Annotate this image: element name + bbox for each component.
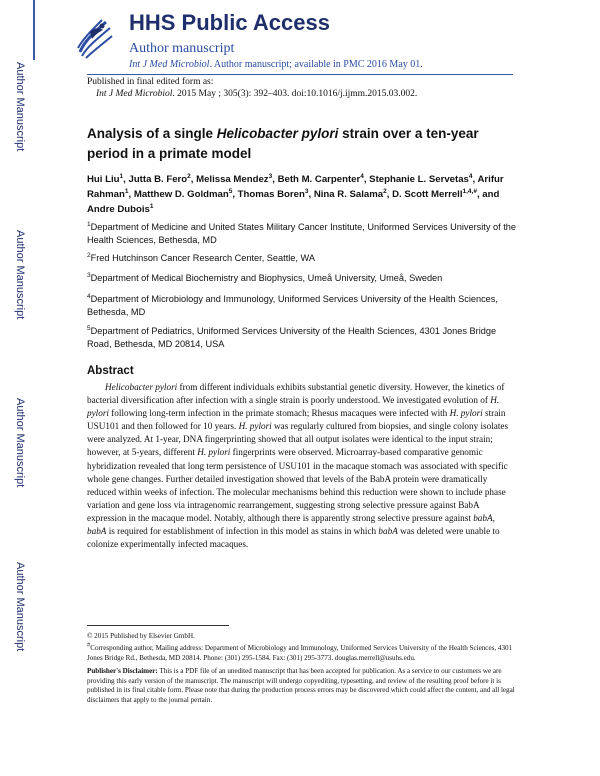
affiliation-2: [87, 252, 517, 265]
author-affiliation-sup: 1: [149, 202, 154, 210]
author-list: Hui Liu$^1$, Jutta B. Fero$^2$, Melissa Mendez$^3$, Beth M. Carpenter$^4$, Stephanie L. Servetas$^4$, Arifur Rahman$^1$, Matthew D. Goldman$^5$, Thomas Boren$^3$, Nina R. Salama$^2$, D. Scott Merrell$^{1,4,\#}$, and Andre Dubois$^1$: [87, 172, 504, 215]
footnote-rule: [87, 625, 229, 626]
author-affiliation-sup: 5: [228, 187, 233, 195]
affiliation-number: 5: [87, 324, 91, 332]
author-affiliation-sup: 1: [124, 187, 129, 195]
affiliation-3: [87, 272, 517, 285]
availability-text: . Author manuscript; available in PMC 2016 May 01.: [209, 59, 423, 70]
author-affiliation-sup: 4: [468, 172, 473, 180]
abstract-text: was regularly cultured from biopsies, and single colony isolates were analyzed. At 1-year, DNA fingerprinting showed that all output isolates were identical to the input strain; however, at 5-years, different: [87, 421, 509, 458]
author-affiliation-sup: 1: [119, 172, 124, 180]
abstract-heading: Abstract: [87, 365, 134, 377]
affiliation-text: Department of Medicine and United States Military Cancer Institute, Uniformed Services University of the Health Sciences, Bethesda, MD: [87, 222, 516, 245]
header-rule: [87, 74, 513, 75]
affiliation-number: 4: [87, 292, 91, 300]
author-affiliation-sup: 2: [383, 187, 387, 195]
side-label-author-manuscript: Author Manuscript: [14, 62, 26, 152]
disclaimer-label: Publisher's Disclaimer:: [87, 667, 158, 675]
disclaimer-text: This is a PDF file of an unedited manuscript that has been accepted for publication. As a service to our customers we are providing this early version of the manuscript. The manuscript will undergo copyediting, typesetting, and review of the resulting proof before it is published in its final citable form. Please note that during the production process errors may be discovered which could affect the content, and all legal disclaimers that apply to the journal pertain.: [87, 667, 515, 704]
publisher-disclaimer: [87, 667, 517, 705]
title-species: Helicobacter pylori: [216, 126, 339, 141]
author-name: Stephanie L. Servetas: [369, 174, 469, 185]
author-name: Andre Dubois: [87, 204, 150, 215]
header-left-rule: [33, 0, 35, 60]
abstract-text: fingerprints were observed. Microarray-based comparative genomic hybridization revealed that long term persistence of USU101 in the macaque stomach was associated with specific whole gene changes. Further detailed investigation showed that levels of the BabA protein were dramatically reduced within weeks of infection. The molecular mechanisms behind this reduction were shown to include phase variation and gene loss via intragenomic rearrangement, suggesting strong selective pressure against BabA expression in the macaque model. Notably, although there is apparently strong selective pressure against: [87, 447, 508, 523]
author-affiliation-sup: 2: [187, 172, 191, 180]
author-and: and: [482, 189, 500, 200]
published-label: Published in final edited form as:: [87, 77, 214, 87]
abstract-body: [87, 381, 513, 551]
affiliation-text: Fred Hutchinson Cancer Research Center, Seattle, WA: [90, 253, 315, 263]
abstract-text: is required for establishment of infection in this model as stains in which: [106, 526, 379, 537]
affiliation-number: 3: [87, 271, 91, 279]
copyright-note: © 2015 Published by Elsevier GmbH.: [87, 632, 195, 640]
corresponding-author-note: [87, 641, 517, 663]
abstract-italic-term: babA: [473, 512, 493, 523]
author-name: Thomas Boren: [237, 189, 305, 200]
affiliation-text: Department of Pediatrics, Uniformed Services University of the Health Sciences, 4301 Jones Bridge Road, Bethesda, MD 20814, USA: [87, 326, 497, 349]
side-label-author-manuscript: Author Manuscript: [14, 562, 26, 652]
affiliation-text: Department of Medical Biochemistry and Biophysics, Umeå University, Umeå, Sweden: [90, 273, 443, 283]
side-label-author-manuscript: Author Manuscript: [14, 230, 26, 320]
author-affiliation-sup: 4: [360, 172, 364, 180]
affiliation-text: Department of Microbiology and Immunology, Uniformed Services University of the Health Sciences, Bethesda, MD: [87, 294, 498, 317]
author-name: Nina R. Salama: [313, 189, 384, 200]
author-name: Melissa Mendez: [196, 174, 269, 185]
hhs-eagle-logo-icon: [72, 12, 116, 62]
abstract-italic-term: babA: [378, 526, 398, 537]
corresponding-mark: #: [87, 641, 91, 649]
author-affiliation-sup: 3: [268, 172, 273, 180]
citation-details: . 2015 May ; 305(3): 392–403. doi:10.1016/j.ijmm.2015.03.002.: [172, 89, 418, 99]
abstract-italic-term: H. pylori: [87, 395, 500, 419]
abstract-italic-term: Helicobacter pylori: [105, 382, 178, 392]
corresponding-text: Corresponding author, Mailing address: Department of Microbiology and Immunology, Uniformed Services University of the Health Sciences, 4301 Jones Bridge Rd., Bethesda, MD 20814. Phone: (301) 295-1584. Fax: (301) 295-3773. douglas.merrell@usuhs.edu.: [87, 644, 513, 662]
abstract-italic-term: babA: [87, 526, 107, 537]
abstract-text: following long-term infection in the primate stomach; Rhesus macaques were infected with: [108, 408, 450, 419]
abstract-italic-term: H. pylori: [197, 447, 231, 458]
author-name: Beth M. Carpenter: [277, 174, 361, 185]
author-name: Matthew D. Goldman: [133, 189, 229, 200]
author-name: D. Scott Merrell: [392, 189, 463, 200]
abstract-text: from different individuals exhibits substantial genetic diversity. However, the kinetics of bacterial diversification after infection with a single strain is poorly understood. We investigated evolution of: [87, 382, 505, 406]
journal-name: Int J Med Microbiol: [129, 59, 210, 70]
title-part: strain over a ten-year period in a primate model: [87, 126, 479, 161]
author-affiliation-sup: 1,4,#: [462, 187, 477, 195]
title-part: Analysis of a single: [87, 126, 217, 141]
citation-journal: Int J Med Microbiol: [96, 89, 173, 99]
affiliation-5: [87, 325, 517, 351]
affiliation-4: [87, 293, 517, 319]
author-affiliation-sup: 3: [304, 187, 309, 195]
side-label-author-manuscript: Author Manuscript: [14, 398, 26, 488]
abstract-text: was deleted were unable to colonize experimentally infected macaques.: [87, 526, 500, 550]
author-manuscript-subtitle: Author manuscript: [129, 41, 235, 56]
affiliation-1: [87, 221, 517, 247]
hhs-public-access-title: HHS Public Access: [129, 10, 330, 35]
abstract-italic-term: H. pylori: [238, 421, 272, 432]
citation-line: [96, 89, 417, 99]
affiliation-number: 1: [87, 220, 91, 228]
manuscript-availability-line: [129, 59, 423, 70]
abstract-text: ,: [492, 512, 495, 523]
author-name: Arifur Rahman: [87, 174, 504, 200]
article-title: [87, 124, 517, 164]
affiliation-number: 2: [87, 251, 91, 259]
author-name: Hui Liu: [87, 174, 120, 185]
author-name: Jutta B. Fero: [128, 174, 188, 185]
abstract-italic-term: H. pylori: [449, 408, 483, 419]
abstract-text: strain USU101 and then followed for 10 years.: [87, 408, 506, 432]
